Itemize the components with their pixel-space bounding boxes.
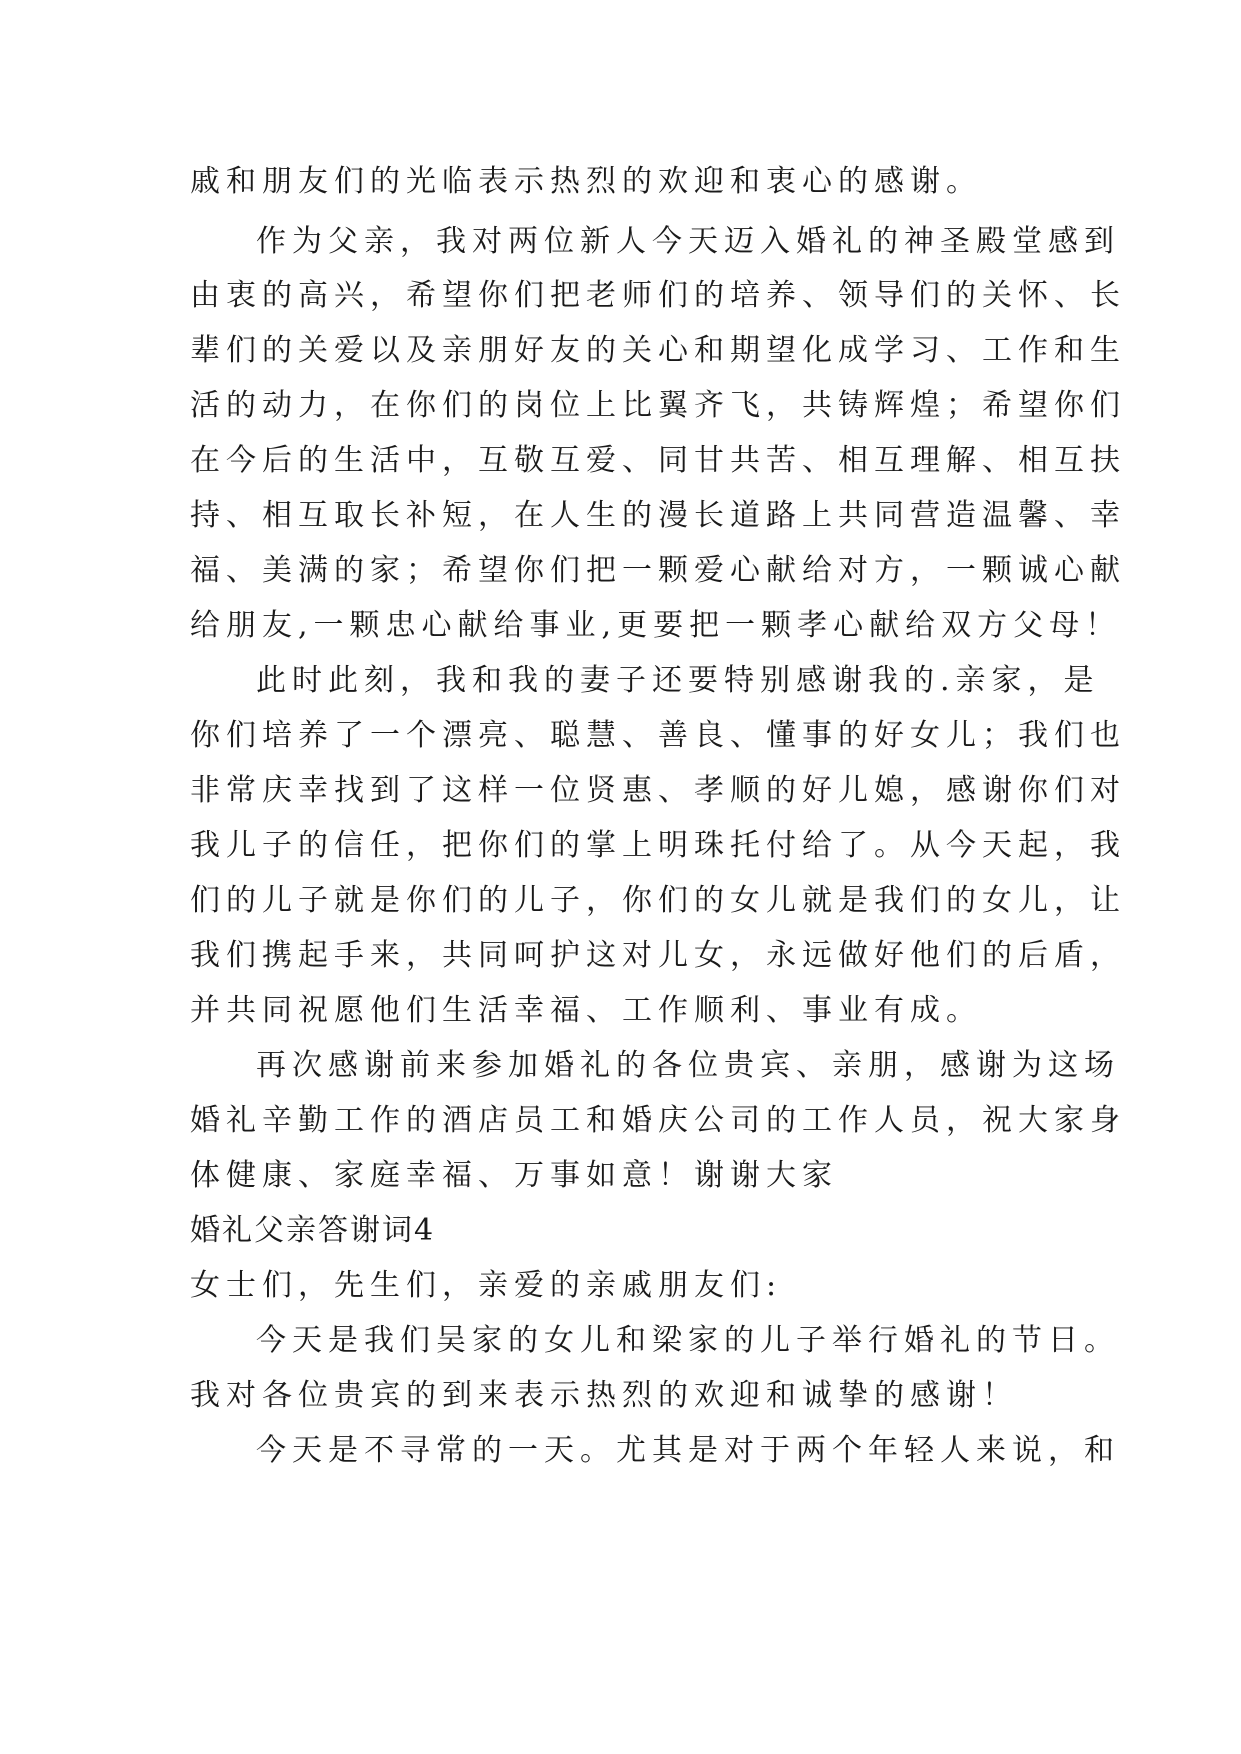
text-line: 我儿子的信任，把你们的掌上明珠托付给了。从今天起，我 [190,828,1126,863]
text-line: 在今后的生活中，互敬互爱、同甘共苦、相互理解、相互扶 [190,443,1126,478]
paragraph-first-line: 今天是不寻常的一天。尤其是对于两个年轻人来说，和 [256,1433,1120,1468]
text-line: 我们携起手来，共同呵护这对儿女，永远做好他们的后盾， [190,938,1126,973]
paragraph-first-line: 作为父亲，我对两位新人今天迈入婚礼的神圣殿堂感到 [256,224,1120,259]
text-line: 活的动力，在你们的岗位上比翼齐飞，共铸辉煌；希望你们 [190,388,1126,423]
text-line: 们的儿子就是你们的儿子，你们的女儿就是我们的女儿，让 [190,883,1126,918]
text-line: 给朋友,一颗忠心献给事业,更要把一颗孝心献给双方父母！ [190,608,1122,643]
text-line: 戚和朋友们的光临表示热烈的欢迎和衷心的感谢。 [190,164,982,199]
text-line: 我对各位贵宾的到来表示热烈的欢迎和诚挚的感谢！ [190,1378,1018,1413]
paragraph-first-line: 此时此刻，我和我的妻子还要特别感谢我的.亲家，是 [256,663,1100,698]
text-line: 婚礼辛勤工作的酒店员工和婚庆公司的工作人员，祝大家身 [190,1103,1126,1138]
text-line: 非常庆幸找到了这样一位贤惠、孝顺的好儿媳，感谢你们对 [190,773,1126,808]
text-line: 并共同祝愿他们生活幸福、工作顺利、事业有成。 [190,993,982,1028]
text-line: 体健康、家庭幸福、万事如意！谢谢大家 [190,1158,838,1193]
text-line: 由衷的高兴，希望你们把老师们的培养、领导们的关怀、长 [190,278,1126,313]
text-line: 你们培养了一个漂亮、聪慧、善良、懂事的好女儿；我们也 [190,718,1126,753]
text-line: 福、美满的家；希望你们把一颗爱心献给对方，一颗诚心献 [190,553,1126,588]
paragraph-first-line: 再次感谢前来参加婚礼的各位贵宾、亲朋，感谢为这场 [256,1048,1120,1083]
salutation-line: 女士们，先生们，亲爱的亲戚朋友们: [190,1268,783,1303]
section-heading: 婚礼父亲答谢词4 [190,1213,436,1248]
text-line: 辈们的关爱以及亲朋好友的关心和期望化成学习、工作和生 [190,333,1126,368]
text-line: 持、相互取长补短，在人生的漫长道路上共同营造温馨、幸 [190,498,1126,533]
paragraph-first-line: 今天是我们吴家的女儿和梁家的儿子举行婚礼的节日。 [256,1323,1120,1358]
